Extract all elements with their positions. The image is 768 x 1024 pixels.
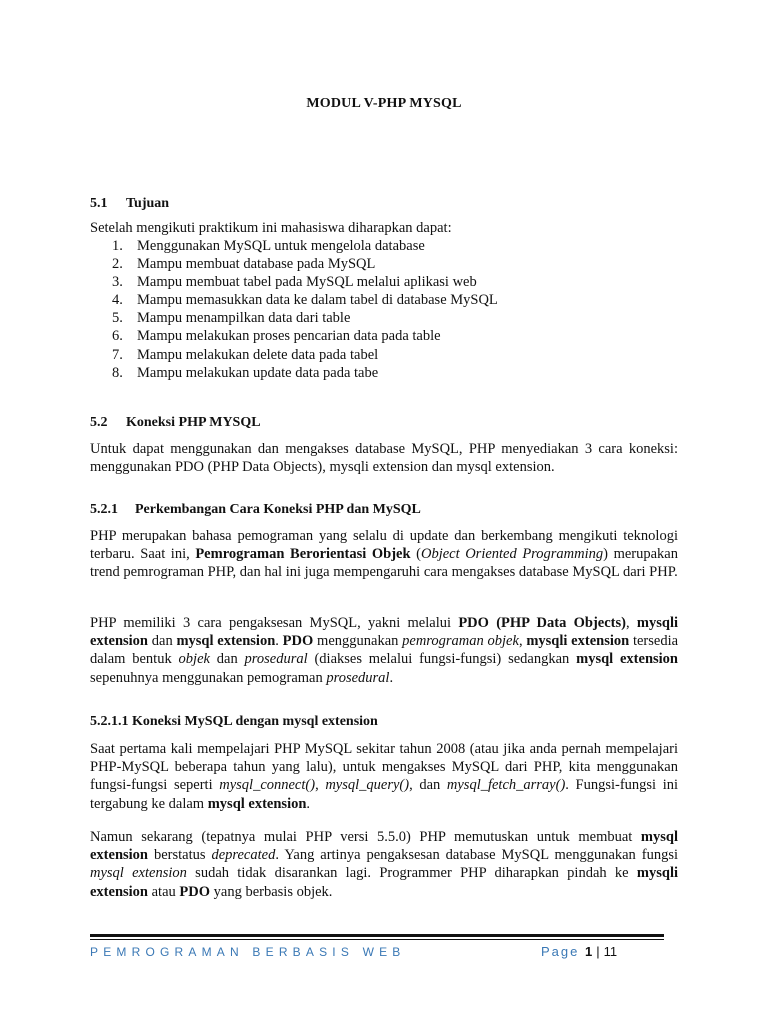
list-item: 2. Mampu membuat database pada MySQL	[112, 256, 376, 273]
section-heading-5-1	[90, 196, 169, 212]
footer-rule-thin	[90, 939, 664, 940]
section-title: Koneksi PHP MYSQL	[126, 415, 261, 430]
section-heading-5-2-1	[90, 502, 421, 518]
paragraph-mysql-ext-1: Saat pertama kali mempelajari PHP MySQL sekitar tahun 2008 (atau jika anda pernah mempelajari PHP-MySQL beberapa tahun yang lalu), untuk mengakses MySQL dari PHP, kita menggunakan fungsi-fungsi seperti mysql_connect(), mysql_query(), dan mysql_fetch_array(). Fungsi-fungsi ini tergabung ke dalam mysql extension.	[90, 741, 679, 812]
footer-page-number: Page 1 | 11	[541, 944, 618, 959]
document-title: MODUL V-PHP MYSQL	[306, 96, 462, 111]
section-title: Tujuan	[126, 196, 170, 211]
footer-rule-thick	[90, 934, 664, 937]
list-item: 3. Mampu membuat tabel pada MySQL melalui aplikasi web	[112, 274, 477, 291]
list-item: 6. Mampu melakukan proses pencarian data pada table	[112, 328, 441, 345]
paragraph-koneksi: Untuk dapat menggunakan dan mengakses database MySQL, PHP menyediakan 3 cara koneksi: menggunakan PDO (PHP Data Objects), mysqli extension dan mysql extension.	[90, 441, 678, 476]
paragraph-mysql-ext-2: Namun sekarang (tepatnya mulai PHP versi 5.5.0) PHP memutuskan untuk membuat mysql extension berstatus deprecated. Yang artinya pengaksesan database MySQL menggunakan fungsi mysql extension sudah tidak disarankan lagi. Programmer PHP diharapkan pindah ke mysqli extension atau PDO yang berbasis objek.	[90, 829, 679, 900]
list-item: 5. Mampu menampilkan data dari table	[112, 310, 351, 327]
list-item: 7. Mampu melakukan delete data pada tabel	[112, 346, 379, 363]
list-item: 1. Menggunakan MySQL untuk mengelola database	[112, 238, 425, 254]
section-number: 5.2.1	[90, 502, 118, 517]
paragraph-perkembangan-1: PHP merupakan bahasa pemograman yang selalu di update dan berkembang mengikuti teknologi terbaru. Saat ini, Pemrograman Berorientasi Objek (Object Oriented Programming) merupakan trend pemrograman PHP, dan hal ini juga mempengaruhi cara mengakses database MySQL dari PHP.	[90, 528, 678, 581]
section-number: 5.2	[90, 415, 108, 430]
objectives-intro: Setelah mengikuti praktikum ini mahasiswa diharapkan dapat:	[90, 220, 452, 236]
section-heading-5-2-1-1: 5.2.1.1 Koneksi MySQL dengan mysql extension	[90, 714, 378, 729]
objectives-list	[90, 237, 498, 382]
footer-course-name: PEMROGRAMAN BERBASIS WEB	[90, 945, 406, 959]
section-number: 5.1	[90, 196, 108, 211]
list-item: 8. Mampu melakukan update data pada tabe	[112, 364, 379, 381]
section-heading-5-2	[90, 415, 261, 431]
section-title: Perkembangan Cara Koneksi PHP dan MySQL	[135, 502, 421, 517]
list-item: 4. Mampu memasukkan data ke dalam tabel di database MySQL	[112, 292, 498, 309]
paragraph-perkembangan-2: PHP memiliki 3 cara pengaksesan MySQL, yakni melalui PDO (PHP Data Objects), mysqli extension dan mysql extension. PDO menggunakan pemrograman objek, mysqli extension tersedia dalam bentuk objek dan prosedural (diakses melalui fungsi-fungsi) sedangkan mysql extension sepenuhnya menggunakan pemograman prosedural.	[90, 615, 679, 686]
